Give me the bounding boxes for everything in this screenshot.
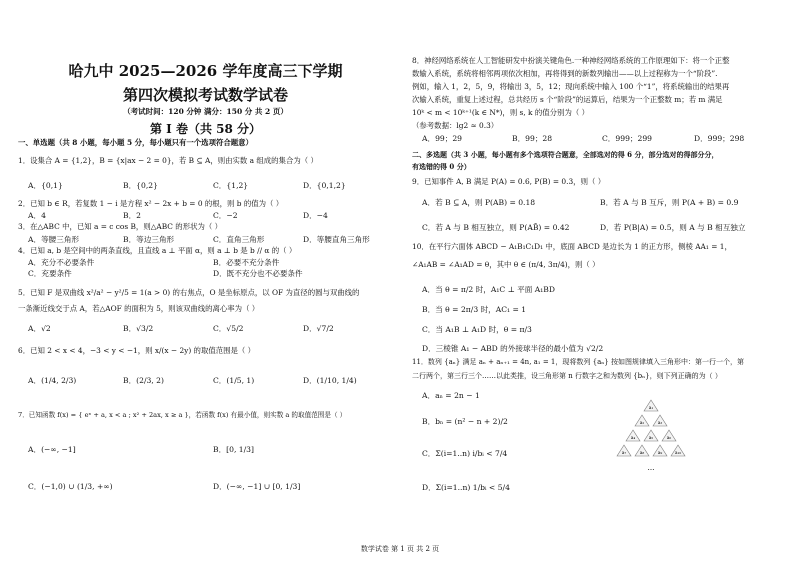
q11-option-b: B．bₙ = (n² − n + 2)/2	[422, 417, 508, 426]
q5-line2: 一条渐近线交于点 A，若△AOF 的面积为 5，则该双曲线的离心率为（ ）	[18, 304, 260, 313]
q1-text: 1．设集合 A = {1,2}，B = {x|ax − 2 = 0}，若 B ⊆ A，则由实数 a 组成的集合为（ ）	[18, 156, 318, 165]
q9-option-c: C．若 A 与 B 相互独立，则 P(AB̄) = 0.42	[422, 223, 570, 232]
q1-option-b: B．{0,2}	[123, 181, 158, 190]
q4-option-a: A．充分不必要条件	[28, 258, 95, 267]
q8-option-a: A．99；29	[422, 134, 462, 143]
q10-option-d: D．三棱锥 A₁ − ABD 的外接球半径的最小值为 √2/2	[422, 344, 604, 353]
triangle-cell	[626, 430, 640, 441]
triangle-cell-label: a₁	[648, 406, 654, 411]
q7-option-d: D．(−∞, −1] ∪ [0, 1/3]	[213, 482, 301, 491]
q8-line2: 数输入系统，系统将相邻两项依次相加，再将得到的新数列输出——以上过程称为一个“阶段”.	[412, 69, 718, 78]
q6-option-d: D．(1/10, 1/4)	[303, 376, 357, 385]
triangle-cell	[671, 445, 685, 456]
q4-option-d: D．既不充分也不必要条件	[213, 269, 303, 278]
q3-text: 3．在△ABC 中，已知 a = c cos B，则△ABC 的形状为（ ）	[18, 222, 223, 231]
triangle-cell	[635, 415, 649, 426]
q2-option-c: C．−2	[213, 211, 238, 220]
triangle-cell-label: a₄	[630, 436, 636, 441]
q11-line2: 二行两个，第三行三个……以此类推，设三角形第 n 行数字之和为数列 {bₙ}，则下列正确的为（ ）	[412, 372, 722, 380]
q7-text: 7．已知函数 f(x) = { eˣ + a, x < a ; x² + 2ax, x ≥ a }，若函数 f(x) 有最小值，则实数 a 的取值范围是（ ）	[18, 411, 347, 419]
q3-option-b: B．等边三角形	[123, 235, 175, 244]
q5-line1: 5．已知 F 是双曲线 x²/a² − y²/5 = 1(a > 0) 的右焦点，O 是坐标原点，以 OF 为直径的圆与双曲线的	[18, 288, 360, 297]
q2-option-a: A．4	[28, 211, 46, 220]
triangle-cell-label: a₂	[639, 421, 645, 426]
triangle-cell	[653, 415, 667, 426]
triangle-cell-label: a₆	[666, 436, 672, 441]
triangle-cell	[617, 445, 631, 456]
number-triangle-figure	[595, 398, 707, 474]
triangle-cell	[662, 430, 676, 441]
q3-option-a: A．等腰三角形	[28, 235, 80, 244]
q10-line2: ∠A₁AB = ∠A₁AD = θ，其中 θ ∈ (π/4, 3π/4)，则（ ）	[412, 260, 600, 269]
q9-option-b: B．若 A 与 B 互斥，则 P(A + B) = 0.9	[600, 198, 739, 207]
q8-option-d: D．999；298	[694, 134, 745, 143]
section2-heading-line2: 有选错的得 0 分）	[412, 162, 471, 171]
q11-option-c: C．Σ(i=1..n) i/bᵢ < 7/4	[422, 449, 508, 458]
q1-option-d: D．{0,1,2}	[303, 181, 346, 190]
q7-option-c: C．(−1,0) ∪ (1/3, +∞)	[28, 482, 113, 491]
triangle-cell-label: a₁₀	[674, 451, 682, 456]
q6-text: 6．已知 2 < x < 4，−3 < y < −1，则 x/(x − 2y) 的取值范围是（ ）	[18, 346, 256, 355]
triangle-cell-label: a₈	[639, 451, 645, 456]
q3-option-d: D．等腰直角三角形	[303, 235, 370, 244]
q6-option-a: A．(1/4, 2/3)	[28, 376, 77, 385]
q6-option-c: C．(1/5, 1)	[213, 376, 255, 385]
q9-option-d: D．若 P(B|A) = 0.5，则 A 与 B 相互独立	[600, 223, 746, 232]
q7-option-b: B．[0, 1/3]	[213, 445, 254, 454]
q2-text: 2．已知 b ∈ R，若复数 1 − i 是方程 x² − 2x + b = 0 的根，则 b 的值为（ ）	[18, 199, 284, 208]
q8-line3: 例如，输入 1，2，5，9，将输出 3，5，12；现向系统中输入 100 个“1”，将系统输出的结果再	[412, 82, 730, 91]
q8-line1: 8．神经网络系统在人工智能研发中扮演关键角色.一种神经网络系统的工作原理如下：将一个正整	[412, 56, 730, 65]
exam-info: （考试时间：120 分钟 满分：150 分 共 2 页）	[123, 107, 288, 116]
triangle-cell-label: a₉	[657, 451, 663, 456]
q5-option-b: B．√3/2	[123, 324, 154, 333]
q8-option-c: C．999；299	[602, 134, 652, 143]
q6-option-b: B．(2/3, 2)	[123, 376, 164, 385]
triangle-cell	[644, 400, 658, 411]
triangle-cell-label: a₅	[648, 436, 654, 441]
q1-option-a: A．{0,1}	[28, 181, 63, 190]
q4-option-c: C．充要条件	[28, 269, 72, 278]
volume-heading: 第 I 卷（共 58 分）	[149, 122, 262, 136]
exam-subtitle: 第四次模拟考试数学试卷	[122, 86, 288, 104]
q4-option-b: B．必要不充分条件	[213, 258, 280, 267]
q1-option-c: C．{1,2}	[213, 181, 249, 190]
exam-title: 哈九中 2025—2026 学年度高三下学期	[68, 62, 343, 80]
q8-line6: （参考数据：lg2 ≈ 0.3）	[412, 121, 499, 130]
q3-option-c: C．直角三角形	[213, 235, 265, 244]
page-footer: 数学试卷 第 1 页 共 2 页	[360, 545, 440, 553]
q10-option-b: B．当 θ = 2π/3 时，AC₁ = 1	[422, 305, 527, 314]
section2-heading-line1: 二、多选题（共 3 小题，每小题有多个选项符合题意，全部选对的得 6 分，部分选对的得部分分，	[412, 150, 719, 159]
q2-option-b: B．2	[123, 211, 142, 220]
triangle-cell-label: a₃	[657, 421, 663, 426]
triangle-cell	[653, 445, 667, 456]
q11-option-d: D．Σ(i=1..n) 1/bᵢ < 5/4	[422, 483, 510, 492]
q10-option-a: A．当 θ = π/2 时，A₁C ⊥ 平面 A₁BD	[422, 285, 555, 294]
q5-option-d: D．√7/2	[303, 324, 334, 333]
q11-line1: 11．数列 {aₙ} 满足 aₙ + aₙ₊₁ = 4n, a₁ = 1，现将数列 {aₙ} 按如图规律填入三角形中：第一行一个，第	[412, 358, 744, 366]
q8-line4: 次输入系统，重复上述过程，总共经历 s 个“阶段”的运算后，结果为一个正整数 m；若 m 满足	[412, 95, 723, 104]
q2-option-d: D．−4	[303, 211, 328, 220]
q8-option-b: B．99；28	[512, 134, 553, 143]
triangle-cell-label: a₇	[621, 451, 627, 456]
q10-line1: 10．在平行六面体 ABCD − A₁B₁C₁D₁ 中，底面 ABCD 是边长为 1 的正方形，侧棱 AA₁ = 1，	[412, 242, 732, 251]
number-triangle-svg	[595, 398, 707, 474]
q10-option-c: C．当 A₁B ⊥ A₁D 时，θ = π/3	[422, 325, 532, 334]
q8-line5: 10ᵏ < m < 10ᵏ⁺¹(k ∈ N*)，则 s, k 的值分别为（ ）	[412, 108, 589, 117]
triangle-ellipsis: …	[647, 464, 655, 472]
q5-option-c: C．√5/2	[213, 324, 244, 333]
q9-option-a: A．若 B ⊆ A，则 P(AB) = 0.18	[422, 198, 536, 207]
q9-text: 9．已知事件 A, B 满足 P(A) = 0.6, P(B) = 0.3，则（ ）	[412, 177, 606, 186]
triangle-cell	[644, 430, 658, 441]
q11-option-a: A．aₙ = 2n − 1	[422, 391, 480, 400]
q7-option-a: A．(−∞, −1]	[28, 445, 76, 454]
q5-option-a: A．√2	[28, 324, 51, 333]
q4-text: 4．已知 a, b 是空间中的两条直线，且直线 a ⊥ 平面 α，则 a ⊥ b 是 b // α 的（ ）	[18, 246, 297, 255]
triangle-cell	[635, 445, 649, 456]
section1-heading: 一、单选题（共 8 小题，每小题 5 分，每小题只有一个选项符合题意）	[18, 138, 253, 147]
